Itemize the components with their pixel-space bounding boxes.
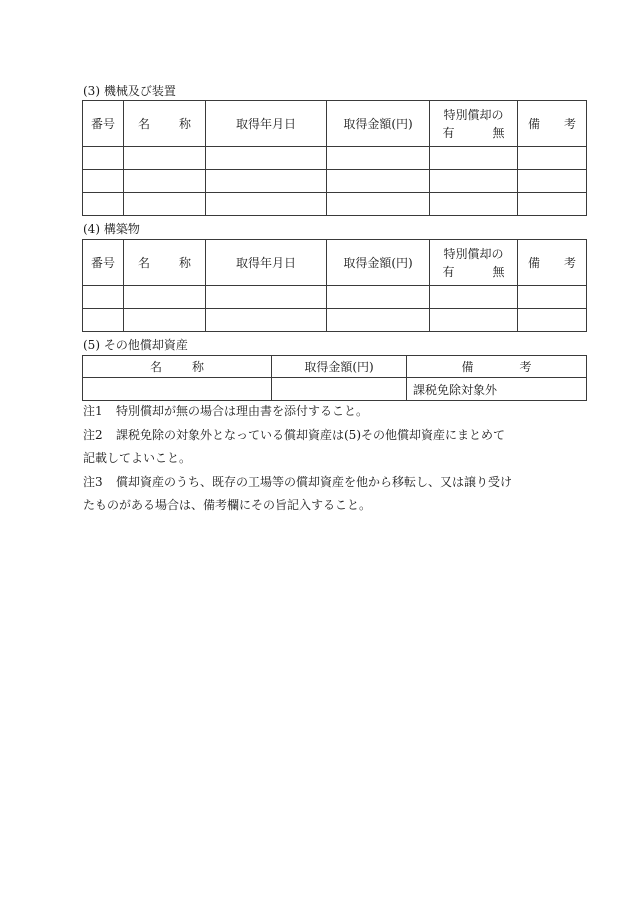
note-label: 注3 xyxy=(83,474,103,489)
structures-table xyxy=(82,239,587,332)
note-text-continued: 記載してよいこと。 xyxy=(83,451,192,465)
header-acquired-date: 取得年月日 xyxy=(206,240,327,286)
table-cell[interactable] xyxy=(518,309,587,332)
table-cell[interactable] xyxy=(124,147,206,170)
note-text: 償却資産のうち、既存の工場等の償却資産を他から移転し、又は譲り受け xyxy=(116,474,513,489)
machinery-header-row xyxy=(83,101,587,147)
section-title-structures: (4) 構築物 xyxy=(83,222,140,236)
table-cell[interactable] xyxy=(206,147,327,170)
header-name: 名 称 xyxy=(124,101,206,147)
table-cell[interactable] xyxy=(124,309,206,332)
table-row xyxy=(83,170,587,193)
table-cell[interactable] xyxy=(430,286,518,309)
note-1 xyxy=(83,400,583,424)
table-row xyxy=(83,147,587,170)
table-cell[interactable] xyxy=(430,147,518,170)
header-name: 名 称 xyxy=(124,240,206,286)
header-acquired-date: 取得年月日 xyxy=(206,101,327,147)
table-cell[interactable] xyxy=(430,170,518,193)
header-amount: 取得金額(円) xyxy=(327,101,430,147)
table-cell[interactable] xyxy=(430,309,518,332)
note-text: 課税免除の対象外となっている償却資産は(5)その他償却資産にまとめて xyxy=(116,427,506,442)
note-label: 注2 xyxy=(83,427,103,442)
table-cell[interactable] xyxy=(206,286,327,309)
header-special-depreciation: 特別償却の 有 無 xyxy=(430,101,518,147)
note-text: 特別償却が無の場合は理由書を添付すること。 xyxy=(116,404,369,418)
table-cell[interactable] xyxy=(83,193,124,216)
table-cell[interactable] xyxy=(430,193,518,216)
note-3 xyxy=(83,471,583,495)
table-cell[interactable] xyxy=(124,286,206,309)
header-remarks: 備 考 xyxy=(407,356,587,378)
header-name: 名 称 xyxy=(83,356,272,378)
other-assets-table xyxy=(82,355,587,401)
table-cell[interactable] xyxy=(518,193,587,216)
other-header-row xyxy=(83,356,587,378)
table-cell[interactable] xyxy=(124,193,206,216)
header-number: 番号 xyxy=(83,101,124,147)
header-remarks: 備 考 xyxy=(518,101,587,147)
notes xyxy=(83,400,583,518)
table-cell[interactable] xyxy=(206,309,327,332)
header-special-depreciation: 特別償却の 有 無 xyxy=(430,240,518,286)
table-cell[interactable] xyxy=(518,286,587,309)
section-title-other-assets: (5) その他償却資産 xyxy=(83,338,188,352)
table-cell[interactable] xyxy=(124,170,206,193)
note-label: 注1 xyxy=(83,404,103,418)
table-cell[interactable] xyxy=(327,193,430,216)
note-text-continued: たものがある場合は、備考欄にその旨記入すること。 xyxy=(83,498,372,512)
table-row xyxy=(83,309,587,332)
table-cell[interactable] xyxy=(83,378,272,401)
note-2 xyxy=(83,424,583,448)
table-cell[interactable] xyxy=(206,170,327,193)
structures-header-row xyxy=(83,240,587,286)
remarks-cell[interactable]: 課税免除対象外 xyxy=(407,378,587,401)
table-cell[interactable] xyxy=(327,309,430,332)
table-cell[interactable] xyxy=(83,147,124,170)
table-cell[interactable] xyxy=(83,309,124,332)
table-cell[interactable] xyxy=(518,170,587,193)
header-number: 番号 xyxy=(83,240,124,286)
table-cell[interactable] xyxy=(272,378,407,401)
header-amount: 取得金額(円) xyxy=(272,356,407,378)
table-cell[interactable] xyxy=(83,286,124,309)
table-cell[interactable] xyxy=(327,147,430,170)
table-cell[interactable] xyxy=(327,170,430,193)
machinery-table xyxy=(82,100,587,216)
table-cell[interactable] xyxy=(206,193,327,216)
header-amount: 取得金額(円) xyxy=(327,240,430,286)
table-cell[interactable] xyxy=(327,286,430,309)
table-row xyxy=(83,378,587,401)
header-remarks: 備 考 xyxy=(518,240,587,286)
section-title-machinery: (3) 機械及び装置 xyxy=(83,84,176,98)
table-row xyxy=(83,286,587,309)
table-cell[interactable] xyxy=(83,170,124,193)
table-row xyxy=(83,193,587,216)
table-cell[interactable] xyxy=(518,147,587,170)
